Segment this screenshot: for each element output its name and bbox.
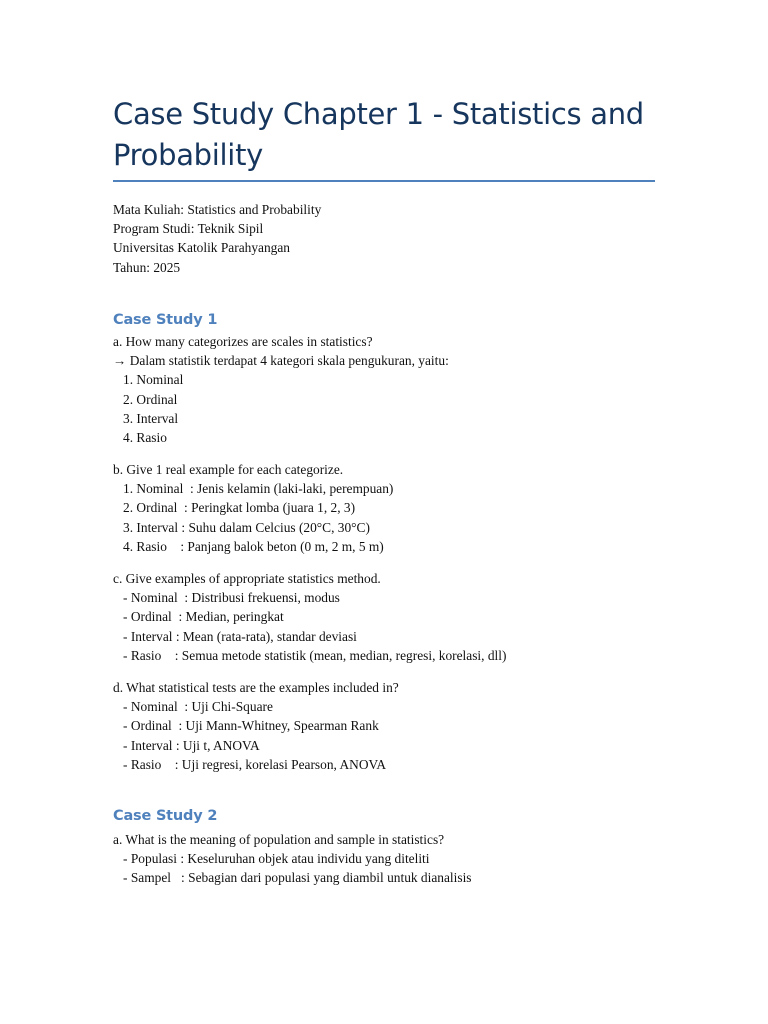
question-line: a. How many categorizes are scales in statistics? [113, 334, 373, 349]
answer-line: - Rasio : Uji regresi, korelasi Pearson, ANOVA [113, 756, 387, 772]
title-underline [113, 180, 655, 182]
case-study-2-question-a [113, 830, 673, 888]
answer-line: → Dalam statistik terdapat 4 kategori skala pengukuran, yaitu: [113, 353, 449, 369]
meta-program: Program Studi: Teknik Sipil [113, 221, 264, 237]
answer-line: 1. Nominal [113, 372, 184, 388]
case-study-1-question-b [113, 460, 673, 556]
answer-line: 4. Rasio [113, 429, 167, 445]
question-line: a. What is the meaning of population and sample in statistics? [113, 832, 445, 847]
question-line: b. Give 1 real example for each categorize. [113, 462, 344, 477]
answer-line: - Populasi : Keseluruhan objek atau individu yang diteliti [113, 851, 430, 867]
answer-line: - Nominal : Uji Chi-Square [113, 699, 273, 715]
case-study-1-question-c [113, 569, 673, 665]
case-study-2-heading: Case Study 2 [113, 808, 218, 824]
meta-university: Universitas Katolik Parahyangan [113, 240, 291, 256]
answer-line: - Rasio : Semua metode statistik (mean, median, regresi, korelasi, dll) [113, 647, 507, 663]
answer-line: 2. Ordinal [113, 391, 178, 407]
case-study-1-question-d [113, 678, 673, 774]
answer-line: - Sampel : Sebagian dari populasi yang diambil untuk dianalisis [113, 870, 472, 886]
question-line: c. Give examples of appropriate statistics method. [113, 571, 381, 586]
document-title: Case Study Chapter 1 - Statistics and Probability [113, 97, 644, 172]
answer-line: 1. Nominal : Jenis kelamin (laki-laki, perempuan) [113, 481, 394, 497]
answer-line: - Nominal : Distribusi frekuensi, modus [113, 590, 340, 606]
answer-line: 3. Interval : Suhu dalam Celcius (20°C, 30°C) [113, 519, 370, 535]
answer-line: 4. Rasio : Panjang balok beton (0 m, 2 m, 5 m) [113, 538, 384, 554]
answer-line: - Interval : Mean (rata-rata), standar deviasi [113, 628, 357, 644]
answer-line: 2. Ordinal : Peringkat lomba (juara 1, 2, 3) [113, 500, 356, 516]
answer-line: - Ordinal : Uji Mann-Whitney, Spearman Rank [113, 718, 379, 734]
meta-course: Mata Kuliah: Statistics and Probability [113, 202, 322, 217]
answer-line: - Interval : Uji t, ANOVA [113, 737, 260, 753]
question-line: d. What statistical tests are the examples included in? [113, 680, 399, 695]
document-meta [113, 200, 673, 277]
answer-line: 3. Interval [113, 410, 179, 426]
case-study-1-question-a [113, 332, 673, 447]
answer-line: - Ordinal : Median, peringkat [113, 609, 284, 625]
meta-year: Tahun: 2025 [113, 259, 181, 275]
case-study-1-heading: Case Study 1 [113, 312, 218, 328]
